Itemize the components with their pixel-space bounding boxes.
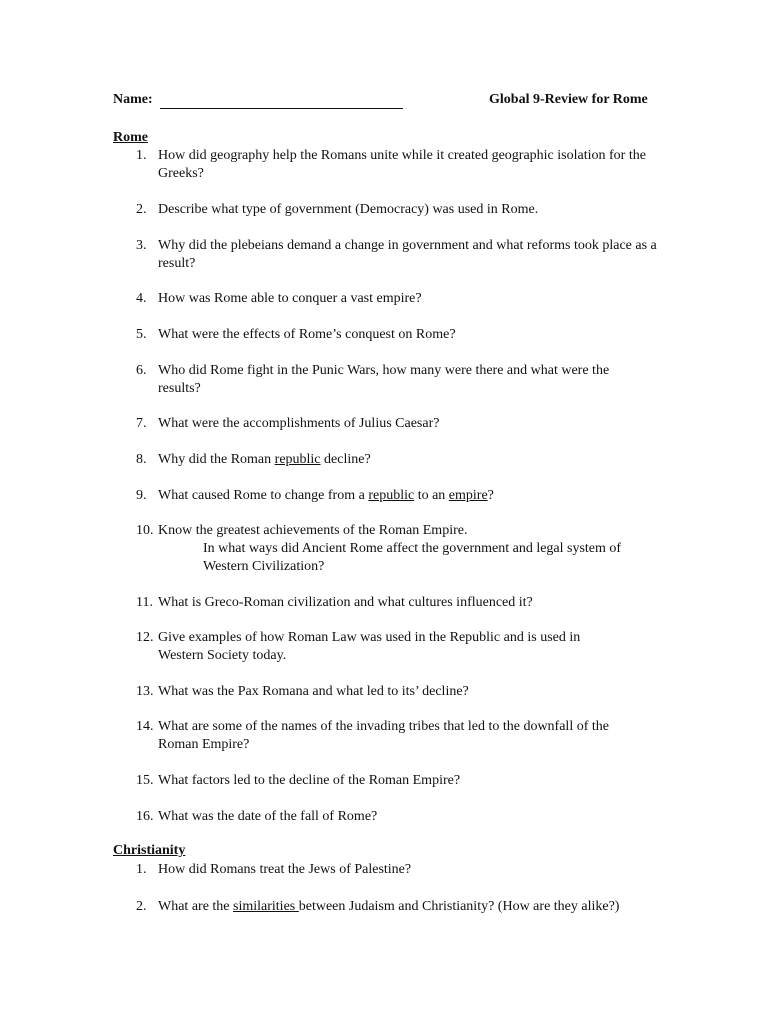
worksheet-header: [113, 92, 673, 114]
question-number: 1.: [136, 148, 147, 163]
text-run: Western Civilization?: [203, 559, 325, 574]
question-text: [158, 201, 706, 219]
text-run: Know the greatest achievements of the Roman Empire.: [158, 523, 468, 538]
underlined-term: republic: [368, 488, 415, 503]
question-text: [158, 898, 706, 916]
question-number: 16.: [136, 809, 154, 824]
question-number: 3.: [136, 238, 147, 253]
text-run: Why did the plebeians demand a change in government and what reforms took place as a: [158, 238, 657, 253]
question-line: [158, 629, 706, 647]
question-text: [158, 772, 706, 790]
question-text: [158, 861, 706, 879]
question-number: 2.: [136, 202, 147, 217]
text-run: How was Rome able to conquer a vast empire?: [158, 291, 422, 306]
question-line: [158, 898, 706, 916]
text-run: What were the accomplishments of Julius Caesar?: [158, 416, 440, 431]
question-text: [158, 451, 706, 469]
question-number: 4.: [136, 291, 147, 306]
text-run: What are some of the names of the invading tribes that led to the downfall of the: [158, 719, 609, 734]
name-blank-line: [160, 108, 403, 109]
question-text: [158, 326, 706, 344]
question-line: [158, 736, 706, 754]
text-run: result?: [158, 256, 196, 271]
question-text: [158, 718, 706, 754]
text-run: What are the: [158, 899, 234, 914]
question-line: [158, 380, 706, 398]
question-number: 6.: [136, 363, 147, 378]
text-run: Who did Rome fight in the Punic Wars, how many were there and what were the: [158, 363, 610, 378]
underlined-term: empire: [448, 488, 488, 503]
text-run: What was the date of the fall of Rome?: [158, 809, 378, 824]
text-run: to an: [414, 488, 449, 503]
question-text: [158, 237, 706, 273]
text-run: What was the Pax Romana and what led to its’ decline?: [158, 684, 469, 699]
question-text: [158, 487, 706, 505]
text-run: results?: [158, 381, 201, 396]
question-line: [158, 255, 706, 273]
question-text: [158, 629, 706, 665]
question-line: [158, 772, 706, 790]
underlined-term: similarities: [233, 899, 299, 914]
question-line: [158, 237, 706, 255]
question-number: 13.: [136, 684, 154, 699]
text-run: decline?: [320, 452, 371, 467]
question-line: [158, 290, 706, 308]
question-line: [158, 522, 706, 540]
question-number: 1.: [136, 862, 147, 877]
text-run: Greeks?: [158, 166, 204, 181]
question-number: 2.: [136, 899, 147, 914]
text-run: How did Romans treat the Jews of Palestine?: [158, 862, 412, 877]
name-label: Name:: [113, 92, 153, 107]
question-text: [158, 147, 706, 183]
text-run: How did geography help the Romans unite while it created geographic isolation for the: [158, 148, 646, 163]
question-line: [158, 362, 706, 380]
question-text: [158, 415, 706, 433]
section-heading-rome: Rome: [113, 130, 148, 145]
question-text: [158, 594, 706, 612]
text-run: Western Society today.: [158, 648, 287, 663]
text-run: What caused Rome to change from a: [158, 488, 369, 503]
question-text: [158, 522, 706, 576]
question-number: 9.: [136, 488, 147, 503]
question-line: [158, 540, 706, 558]
question-text: [158, 808, 706, 826]
question-number: 15.: [136, 773, 154, 788]
text-run: Give examples of how Roman Law was used in the Republic and is used in: [158, 630, 581, 645]
question-text: [158, 290, 706, 308]
question-line: [158, 808, 706, 826]
text-run: What were the effects of Rome’s conquest on Rome?: [158, 327, 456, 342]
question-line: [158, 147, 706, 165]
text-run: In what ways did Ancient Rome affect the government and legal system of: [203, 541, 622, 556]
question-text: [158, 362, 706, 398]
question-line: [158, 451, 706, 469]
underlined-term: republic: [274, 452, 321, 467]
text-run: What factors led to the decline of the Roman Empire?: [158, 773, 461, 788]
question-line: [158, 415, 706, 433]
question-number: 7.: [136, 416, 147, 431]
question-number: 11.: [136, 595, 153, 610]
question-line: [158, 594, 706, 612]
text-run: What is Greco-Roman civilization and what cultures influenced it?: [158, 595, 533, 610]
question-number: 10.: [136, 523, 154, 538]
question-line: [158, 487, 706, 505]
question-line: [158, 558, 706, 576]
question-number: 5.: [136, 327, 147, 342]
question-line: [158, 683, 706, 701]
question-number: 14.: [136, 719, 154, 734]
text-run: Roman Empire?: [158, 737, 250, 752]
text-run: between Judaism and Christianity? (How are they alike?): [298, 899, 620, 914]
question-text: [158, 683, 706, 701]
question-number: 12.: [136, 630, 154, 645]
question-line: [158, 861, 706, 879]
question-line: [158, 326, 706, 344]
question-line: [158, 647, 706, 665]
section-heading-christianity: Christianity: [113, 843, 186, 858]
text-run: Describe what type of government (Democracy) was used in Rome.: [158, 202, 539, 217]
question-line: [158, 718, 706, 736]
question-line: [158, 201, 706, 219]
question-line: [158, 165, 706, 183]
question-number: 8.: [136, 452, 147, 467]
text-run: Why did the Roman: [158, 452, 275, 467]
text-run: ?: [487, 488, 494, 503]
worksheet-title: Global 9-Review for Rome: [489, 92, 648, 107]
